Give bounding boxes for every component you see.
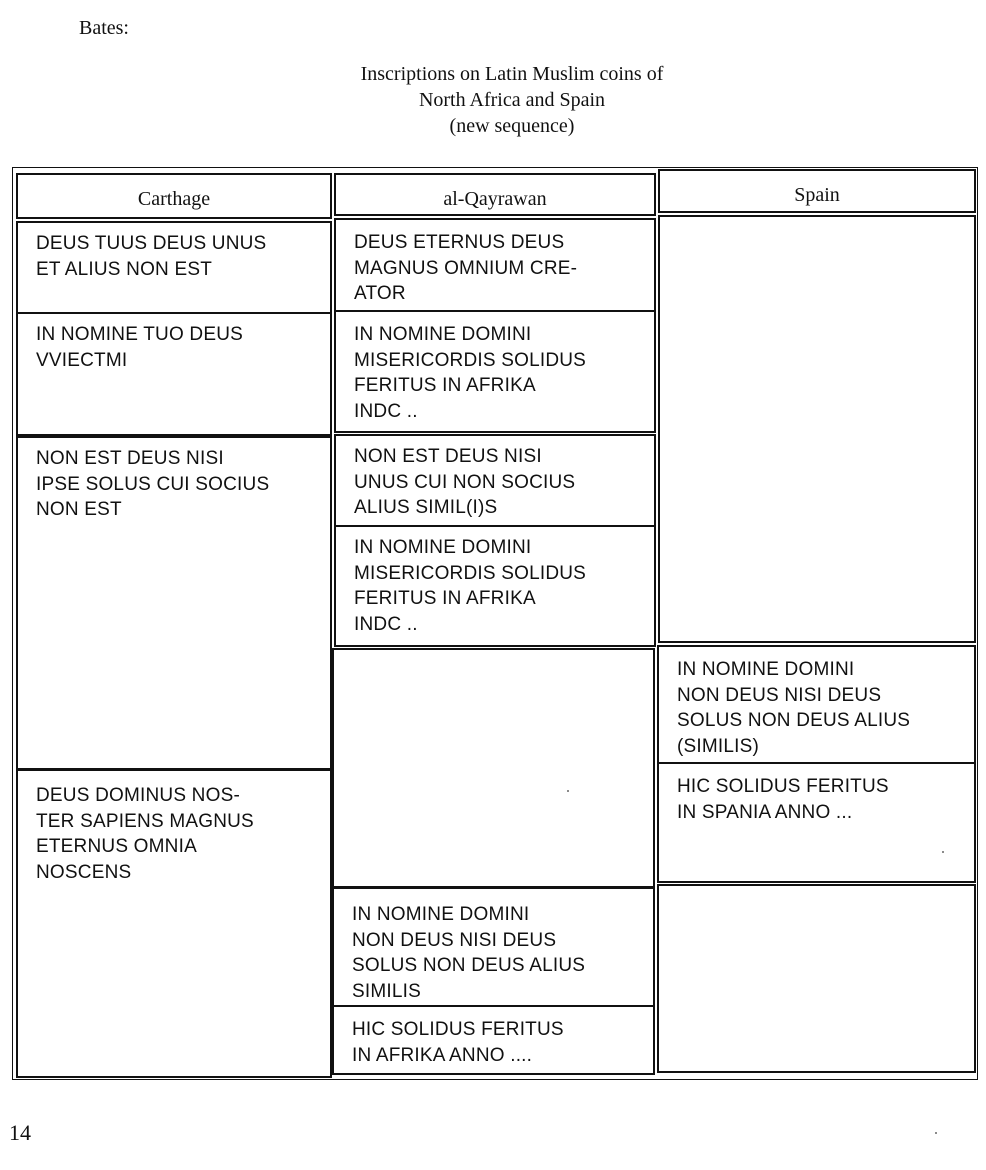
scan-speck — [567, 790, 569, 792]
inscription-line: IN SPANIA ANNO ... — [677, 801, 853, 823]
carthage-cell-4 — [16, 768, 332, 1078]
inscription-line: TER SAPIENS MAGNUS — [36, 810, 254, 832]
qayrawan-cell-1 — [334, 218, 656, 312]
carthage-cell-1 — [16, 221, 332, 314]
qayrawan-cell-6 — [332, 1005, 655, 1075]
inscription-line: NON DEUS NISI DEUS — [677, 684, 882, 706]
inscription-line: HIC SOLIDUS FERITUS — [677, 776, 889, 797]
qayrawan-cell-3 — [334, 434, 656, 527]
inscription-line: SOLUS NON DEUS ALIUS — [352, 955, 586, 976]
inscription-line: IPSE SOLUS CUI SOCIUS — [36, 473, 270, 495]
qayrawan-empty-cell — [332, 648, 655, 888]
inscription-line: NON EST — [36, 499, 122, 520]
title-line-1: Inscriptions on Latin Muslim coins of — [360, 63, 664, 85]
inscription-line: MISERICORDIS SOLIDUS — [354, 562, 587, 584]
qayrawan-cell-2 — [334, 310, 656, 433]
inscription-line: ET ALIUS NON EST — [36, 258, 213, 280]
inscription-line: FERITUS IN AFRIKA — [354, 375, 536, 396]
inscription-line: ETERNUS OMNIA — [36, 836, 197, 857]
inscription-line: DEUS TUUS DEUS UNUS — [36, 233, 267, 254]
inscription-line: IN NOMINE DOMINI — [677, 659, 855, 680]
inscription-line: INDC .. — [354, 613, 418, 635]
inscription-line: SOLUS NON DEUS ALIUS — [677, 710, 911, 731]
title-line-2: North Africa and Spain — [418, 89, 606, 111]
inscription-line: NON EST DEUS NISI — [354, 446, 542, 467]
qayrawan-cell-5 — [332, 887, 655, 1007]
inscription-line: UNUS CUI NON SOCIUS — [354, 471, 576, 493]
inscription-line: DEUS DOMINUS NOS- — [36, 785, 240, 806]
column-header-carthage: Carthage — [16, 173, 332, 219]
carthage-cell-3 — [16, 436, 332, 771]
spain-cell-2 — [657, 762, 976, 883]
document-title — [312, 61, 712, 139]
inscription-line: IN NOMINE TUO DEUS — [36, 324, 243, 345]
inscription-line: VVIECTMI — [36, 349, 128, 371]
spain-empty-cell-bottom — [657, 884, 976, 1073]
inscription-line: IN AFRIKA ANNO .... — [352, 1044, 533, 1066]
inscription-line: MISERICORDIS SOLIDUS — [354, 349, 587, 371]
inscription-line: ALIUS SIMIL(I)S — [354, 497, 498, 518]
spain-empty-cell-top — [658, 215, 976, 643]
inscription-line: MAGNUS OMNIUM CRE- — [354, 257, 578, 279]
inscription-line: IN NOMINE DOMINI — [352, 904, 530, 925]
carthage-cell-2 — [16, 312, 332, 436]
scan-speck — [942, 851, 944, 853]
inscription-line: IN NOMINE DOMINI — [354, 324, 532, 345]
inscription-line: ATOR — [354, 283, 406, 304]
title-line-3: (new sequence) — [449, 115, 575, 137]
inscription-line: IN NOMINE DOMINI — [354, 537, 532, 558]
inscription-line: HIC SOLIDUS FERITUS — [352, 1019, 564, 1040]
inscription-line: DEUS ETERNUS DEUS — [354, 232, 565, 253]
inscription-line: INDC .. — [354, 400, 418, 422]
inscription-line: (SIMILIS) — [677, 735, 760, 757]
column-header-spain: Spain — [658, 169, 976, 213]
inscription-line: FERITUS IN AFRIKA — [354, 588, 536, 609]
inscription-line: NON DEUS NISI DEUS — [352, 929, 557, 951]
page-number: 14 — [9, 1120, 31, 1145]
spain-cell-1 — [657, 645, 976, 764]
inscription-line: NOSCENS — [36, 861, 132, 883]
inscription-line: NON EST DEUS NISI — [36, 448, 224, 469]
author-label: Bates: — [79, 17, 129, 39]
qayrawan-cell-4 — [334, 525, 656, 647]
inscription-line: SIMILIS — [352, 980, 421, 1002]
scan-speck — [935, 1132, 937, 1134]
column-header-al-qayrawan: al-Qayrawan — [334, 173, 656, 216]
